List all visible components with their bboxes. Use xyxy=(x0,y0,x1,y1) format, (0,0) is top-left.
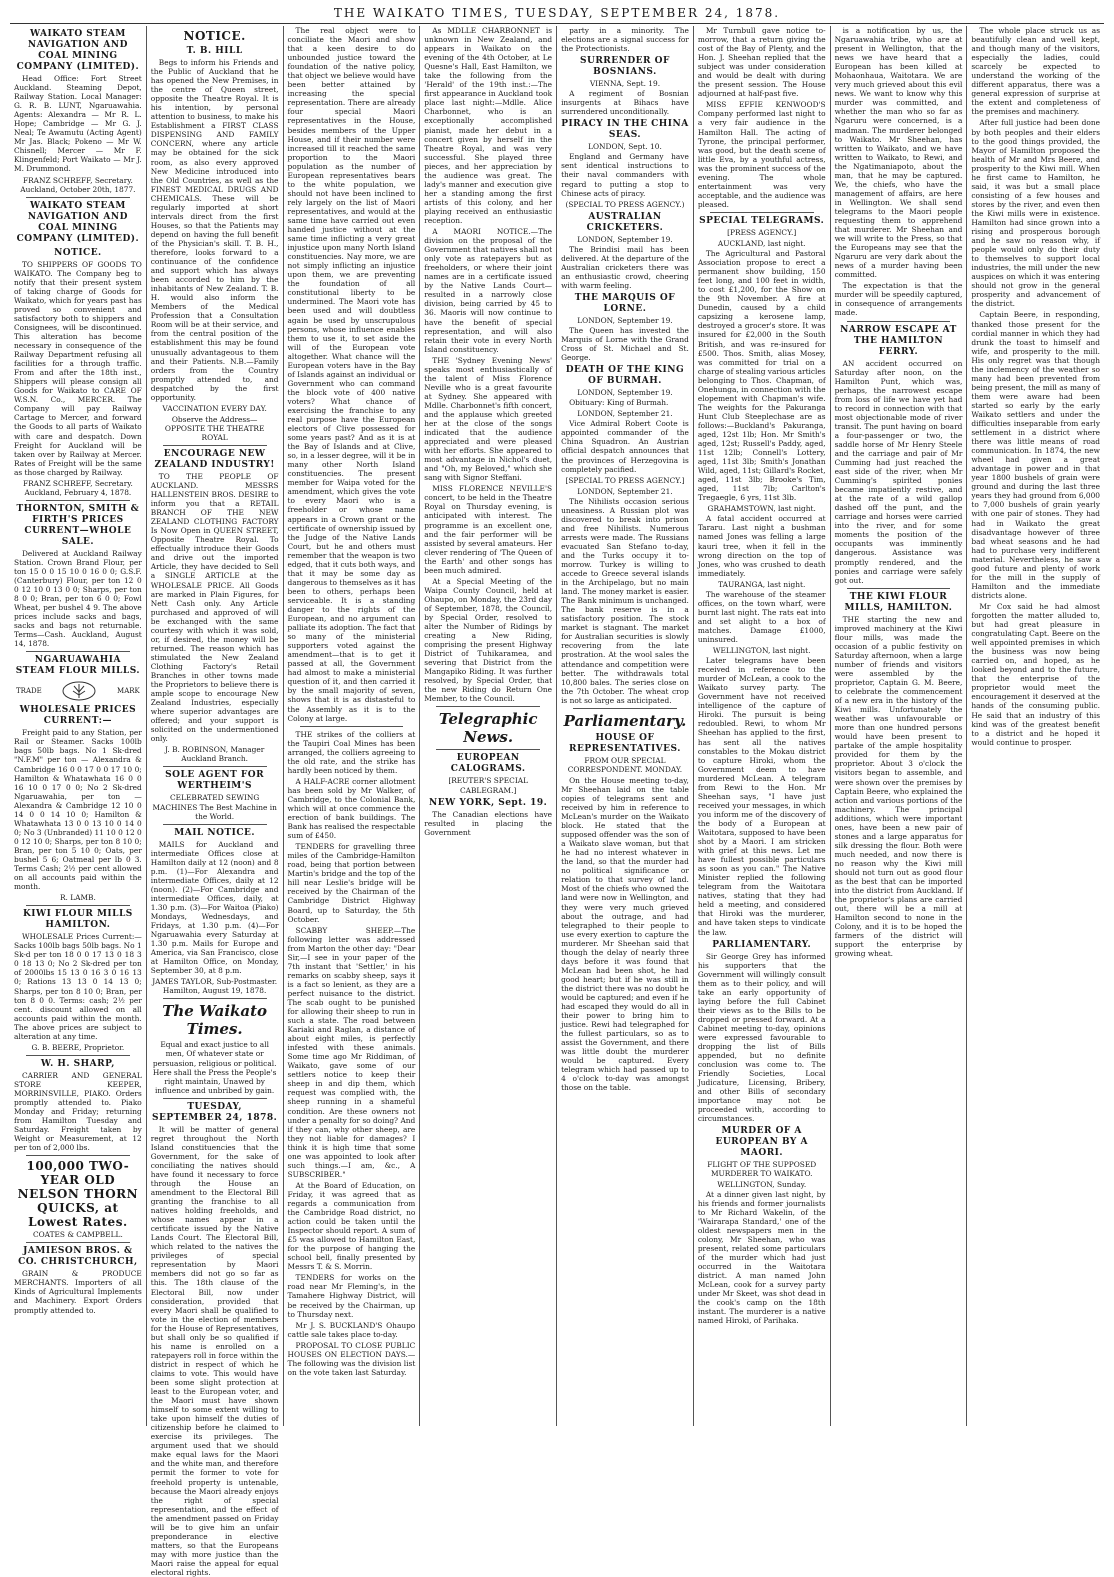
news-item: SCABBY SHEEP.—The following letter was addressed from Marton the other day: "Dear Sir,—I see in your paper of the 7th instant that 'Settler,' in his remarks on scabby sheep, says it is a fact so lenient, as they are a perfect nuisance to the district. The scab ought to be punished for allowing their sheep to run in such a state. The road between Kariaki and Raglan, a distance of about eight miles, is perfectly infested with these animals. Some time ago Mr Riddiman, of Waikato, gave some of our settlers notice to keep their sheep in and dip them, which request was complied with, the sheep running in a shameful condition. Are these owners not under a penalty for so doing? And if they can, why other sheep, are they not liable for damages? I think it is high time that some one was appointed to look after such things.—I am, &c., A SUBSCRIBER." xyxy=(287,925,416,1179)
news-item: A MAORI NOTICE.—The division on the proposal of the Government that natives shall not only vote as ratepayers but as freeholders, or where their joint names are in a certificate issued by the Native Lands Court—resulted in a narrowly close division, being carried by 45 to 36. Maoris will now continue to have the benefit of special representation, and will also retain their vote in every North Island constituency. xyxy=(424,227,553,354)
ad-heading: JAMIESON BROS. & CO. CHRISTCHURCH, xyxy=(18,1246,138,1268)
news-heading: THE KIWI FLOUR MILLS, HAMILTON. xyxy=(844,591,953,613)
agency-note: (SPECIAL TO PRESS AGENCY.) xyxy=(565,199,685,209)
news-item: The Queen has invested the Marquis of Lorne with the Grand Cross of St. Michael and St. George. xyxy=(561,325,689,363)
news-item: The Brindisi mail has been delivered. At the departure of the Australian cricketers there was an enthusiastic crowd, cheering with warm feeling. xyxy=(561,244,689,290)
dateline: AUCKLAND, last night. xyxy=(717,238,806,248)
dateline: LONDON, September 19. xyxy=(577,234,673,244)
ad-heading: WAIKATO STEAM NAVIGATION AND COAL MINING COMPANY (LIMITED). xyxy=(16,200,140,244)
ad-text: Delivered at Auckland Railway Station. Crown Brand Flour, per ton 15 0 0 15 10 0 16 0 0; G.S.F. (Canterbury) Flour, per ton 12 0 0 12 10 0 13 0 0; Sharps, per ton 8 0 0; Bran, per ton 6 0 0; Fowl Wheat, per bushel 4 9. The above prices include sacks and bags, sacks and bags not returnable. Terms—Cash. Auckland, August 14, 1878. xyxy=(14,548,142,649)
news-item: THE starting the new and improved machinery at the Kiwi flour mills, was made the occasion of a public festivity on Saturday afternoon, when a large number of friends and visitors were assembled by the proprietor, Captain G. M. Beere, to celebrate the commencement of a new era in the history of the Kiwi mills. Unfortunately the weather was unfavourable or more than one hundred persons would have been present to partake of the ample hospitality provided for them by the proprietor. About 3 o'clock the visitors began to assemble, and were shown over the premises by Captain Beere, who explained the action and various portions of the machinery. The principal additions, which were important ones, have been a new pair of stones and a large apparatus for silk dressing the flour. Both were much needed, and now there is no reason why the Kiwi mill should not turn out as good flour as the best that can be imported into the district from Auckland. If the proprietor's plans are carried out, there will be a mill at Hamilton second to none in the Colony, and it is to be hoped the farmers of the district will support the enterprise by growing wheat. xyxy=(834,614,963,959)
news-item: TENDERS for gravelling three miles of the Cambridge-Hamilton road, being that portion between Martin's bridge and the top of the hill near Leslie's bridge will be received by the Chairman of the Cambridge District Highway Board, up to Saturday, the 5th October. xyxy=(287,842,416,924)
news-subheading: FLIGHT OF THE SUPPOSED MURDERER TO WAIKATO. xyxy=(707,1160,817,1179)
news-heading: DEATH OF THE KING OF BURMAH. xyxy=(565,365,685,387)
news-item: At a dinner given last night, by his friends and former journalists to Mr Richard Wakelin, of the 'Wairarapa Standard,' one of the oldest newspapers men in the colony, Mr Sheehan, who was present, related some particulars of the murder which had just occurred in the Waitotara district. A man named John McLean, cook for a survey party under Mr Skeet, was shot dead in the cook's camp on the 18th instant. The murderer is a native named Hiroki, of Parihaka. xyxy=(697,1189,826,1326)
agency-note: [SPECIAL TO PRESS AGENCY.] xyxy=(565,475,685,485)
ad-text: Observe the Address— OPPOSITE THE THEATRE ROYAL xyxy=(164,414,265,442)
ad-signature: JAMES TAYLOR, Sub-Postmaster. Hamilton, August 19, 1878. xyxy=(152,977,278,996)
news-item: After full justice had been done by both peoples and their elders to the good things provided, the Mayor of Hamilton proposed the health of Mr and Mrs Beere, and prosperity to the Kiwi mill. When he first came to Hamilton, he said, it was but a small place consisting of a few houses and stores by the river, and even then the Kiwi mills were in existence. Hamilton had since grown into a rising and prosperous borough and he saw no reason why, if people would only do their duty to themselves to support local industries, the mill under the new auspices on which it was entering should not grow in the general prosperity and advancement of the district. xyxy=(971,118,1100,309)
ad-heading: W. H. SHARP, xyxy=(40,1058,115,1069)
ad-text: CARRIER AND GENERAL STORE KEEPER, MORRINSVILLE, PIAKO. Orders promptly attended to. Piako Monday and Friday; returning from Hamilton Tuesday and Saturday. Freight taken by Weight or Measurement, at 12 per ton of 2,000 lbs. xyxy=(14,1070,142,1153)
correspondent-note: FROM OUR SPECIAL CORRESPONDENT. MONDAY. xyxy=(567,755,683,774)
news-item: party in a minority. The elections are a signal success for the Protectionists. xyxy=(561,26,689,54)
ad-heading: WAIKATO STEAM NAVIGATION AND COAL MINING COMPANY (LIMITED). xyxy=(16,29,140,72)
divider xyxy=(436,706,540,707)
news-item: AN accident occurred on Saturday after noon, on the Hamilton Punt, which was, perhaps, the narrowest escape from loss of life we have yet had to record in connection with that most objectionable mode of river transit. The punt having on board a four-passenger or two, the saddle horse of Mr Henry Steele and the carriage and pair of Mr Cumming had just reached the east side of the river, when Mr Cumming's spirited ponies became impatiently restive, and at the rate of a wild gallop dashed off the punt, and the carriage and horses were carried into the river, and for some moments the position of the occupants was imminently dangerous. Assistance was promptly rendered, and the ponies and carriage were safely got out. xyxy=(834,358,963,585)
dateline: LONDON, September 21. xyxy=(577,409,673,419)
ad-text: Begs to inform his Friends and the Public of Auckland that he has opened the New Premises, in the centre of Queen street, opposite the Theatre Royal. It is his intention, by personal attention to business, to make his Establishment a FIRST CLASS DISPENSING AND FAMILY CONCERN, where any article may be obtained for the sick room, as also every approved New Medicine introduced into the Old Countries, as well as the FINEST MEDICAL DRUGS AND CHEMICALS. These will be regularly imported at short intervals direct from the first Houses, so that the Patients may depend on having the full benefit of the Physician's skill. T. B. H., therefore, looks forward to a continuance of the confidence and support which has always been accorded to him by the inhabitants of New Zealand. T. B. H. would also inform the Members of the Medical Profession that a Consultation Room will be at their service, and from the central position of the establishment this may be found unusually advantageous to them and their Patients. N.B.—Family orders from the Country promptly attended to, and despatched by the first opportunity. xyxy=(150,58,279,402)
news-item: Sir George Grey has informed his supporters that the Government will willingly consult them as to their policy, and will take an early opportunity of laying before the full Cabinet their views as to the Bills to be dropped or pressed forward. At a Cabinet meeting to-day, opinions were expressed favourable to dropping the list of Bills appended, but no definite conclusion was come to. The Friendly Societies, Local Judicature, Licensing, Bribery, and other Bills of secondary importance may not be proceeded with, according to circumstances. xyxy=(697,951,826,1124)
news-heading: NARROW ESCAPE AT THE HAMILTON FERRY. xyxy=(840,324,957,357)
trade-label: TRADE xyxy=(16,686,42,695)
news-item: England and Germany have sent identical instructions to their naval commanders with regard to putting a stop to Chinese acts of piracy. xyxy=(561,152,689,198)
column-2 xyxy=(147,26,284,1577)
divider xyxy=(847,321,951,322)
ad-heading: 100,000 TWO-YEAR OLD NELSON THORN QUICKS, at Lowest Rates. xyxy=(17,1159,139,1230)
divider xyxy=(26,1242,130,1243)
news-item: TENDERS for works on the road near Mr Fleming's, in the Tamahere Highway District, will be received by the Chairman, up to Thursday next. xyxy=(287,1273,416,1319)
agency-note: [PRESS AGENCY.] xyxy=(727,227,797,237)
mark-label: MARK xyxy=(117,686,140,695)
news-item: At the Board of Education, on Friday, it was agreed that as regards a communication from the Cambridge Road district, no action could be taken until the Inspector should report. A sum of £5 was allowed to Hamilton East, for the purpose of hanging the school bell, finally presented by Messrs T. & S. Morrin. xyxy=(287,1180,416,1272)
trade-mark-logo xyxy=(16,680,140,702)
divider xyxy=(26,651,130,652)
ad-text: TO THE PEOPLE OF AUCKLAND. MESSRS HALLENSTEIN BROS. DESIRE to inform you that a RETAIL BRANCH OF THE NEW ZEALAND CLOTHING FACTORY Is Now Open in QUEEN STREET, Opposite Theatre Royal. To effectually introduce their Goods and drive out the imported Article, they have decided to Sell a SINGLE ARTICLE at the WHOLESALE PRICE. All Goods are marked in Plain Figures, for Nett Cash only. Any Article purchased and approved of will be exchanged with the same courtesy with which it was sold, or, if desired, the money will be returned. The reason which has stimulated the New Zealand Clothing Factory's Retail Branches in other towns made the Proprietors to believe there is ample scope to encourage New Zealand Industries, especially where superior advantages are offered; and your support is solicited on the undermentioned only. xyxy=(150,471,279,744)
divider xyxy=(163,445,267,446)
masthead-rule xyxy=(10,23,1104,24)
news-heading: AUSTRALIAN CRICKETERS. xyxy=(586,211,664,233)
news-item: On the House meeting to-day, Mr Sheehan laid on the table copies of telegrams sent and received by him in reference to McLean's murder on the Waikato block. He stated that the supposed offender was the son of a Waikato slave woman, but that he had no interest whatever in the land, so that the murder had no political significance or relation to that survey of land. Most of the chiefs who owned the land were now in Wellington, and they were very much grieved about the outrage, and had telegraphed to their people to use every exertion to capture the murderer. Mr Sheehan said that though the delay of nearly three days before it was found that McLean had been shot, he had good heart; but if he was still in the district there was no doubt he would be captured; and even if he had escaped they would do all in their power to bring him to justice. Rewi had telegraphed for the fullest particulars, so as to assist the Government, and there was little doubt the murderer would be captured. Every telegram which had passed up to 4 o'clock to-day was amongst those on the table. xyxy=(561,775,689,1093)
news-item: THE strikes of the colliers at the Taupiri Coal Mines has been arranged, the colliers agreeing to the old rate, and the strike has hardly been noticed by them. xyxy=(287,729,416,775)
dateline: LONDON, September 19. xyxy=(577,315,673,325)
column-5 xyxy=(557,26,694,1426)
news-heading: THE MARQUIS OF LORNE. xyxy=(574,292,676,314)
ad-heading: ENCOURAGE NEW ZEALAND INDUSTRY! xyxy=(154,448,275,470)
divider xyxy=(847,588,951,589)
news-heading: PARLIAMENTARY. xyxy=(712,939,812,950)
masthead: THE WAIKATO TIMES, TUESDAY, SEPTEMBER 24, 1878. xyxy=(333,6,781,20)
divider xyxy=(26,500,130,501)
news-item: As MDLLE CHARBONNET is unknown in New Zealand, and appears in Waikato on the evening of the 4th October, at Le Quesne's Hall, East Hamilton, we take the following from the 'Herald' of the 19th inst.:—The first appearance in Auckland took place last night:—Mdlle. Alice Charbonnet, who is an exceptionally accomplished pianist, made her debut in a concert given by herself in the Theatre Royal, and was very successful. She played three pieces, and her appreciation by the audience was great. The lady's manner and execution give her a standing among the first artists of this colony, and her playing received an enthusiastic reception. xyxy=(424,26,553,225)
news-item: A fatal accident occurred at Tararu. Last night a bushman named Jones was felling a large kauri tree, when it fell in the wrong direction on the top of Jones, who was crushed to death immediately. xyxy=(697,514,826,578)
ad-text: WHOLESALE Prices Current:— Sacks 100lb bags 50lb bags. No 1 Sk-d per ton 18 0 0 17 13 0 18 3 0 18 13 0; No 2 Sk-dred per ton of 2000lbs 15 13 0 16 3 0 16 13 0; Rations 13 13 0 14 13 0; Sharps, per ton 8 10 0; Bran, per ton 8 0 0. Terms: cash; 2½ per cent. discount allowed on all accounts paid within the month. The above prices are subject to alteration at any time. xyxy=(14,932,142,1041)
divider xyxy=(26,1155,130,1156)
ad-heading: THORNTON, SMITH & FIRTH'S PRICES CURRENT—WHOLE SALE. xyxy=(16,503,140,547)
divider xyxy=(163,998,267,999)
news-item: MISS FLORENCE NEVILLE'S concert, to be held in the Theatre Royal on Thursday evening, is anticipated with interest. The programme is an excellent one, and the fair performer will be assisted by several amateurs. Her clever rendering of 'The Queen of the Earth' and other songs has been much admired. xyxy=(424,484,553,575)
dateline: WELLINGTON, last night. xyxy=(712,646,811,656)
editorial-date: TUESDAY, SEPTEMBER 24, 1878. xyxy=(152,1101,278,1123)
ad-text: Freight paid to any Station, per Rail or Steamer. Sacks 100lb bags 50lb bags. No 1 Sk-dred "N.F.M" per ton — Alexandra & Cambridge 16 0 0 17 0 0 17 10 0; Hamilton & Whatawhata 16 0 0 16 10 0 17 0 0; No 2 Sk-dred Ngaruawahia, per ton — Alexandra & Cambridge 12 10 0 14 0 0 14 10 0; Hamilton & Whatawhata 13 0 0 13 10 0 14 0 0; No 3 (Unbranded) 11 10 0 12 0 0 12 10 0; Sharps, per ton 8 10 0; Bran, per ton 5 10 0; Oats, per bushel 5 6; Oatmeal per lb 0 3. Terms Cash; 2½ per cent allowed on all accounts paid within the month. xyxy=(14,728,142,892)
section-title: Telegraphic News. xyxy=(438,710,538,747)
dateline: LONDON, September 21. xyxy=(577,486,673,496)
ad-text: VACCINATION EVERY DAY. xyxy=(162,403,267,413)
column-4 xyxy=(420,26,557,1426)
divider xyxy=(710,212,814,213)
news-item: Vice Admiral Robert Coote is appointed commander of the China Squadron. An Austrian official despatch announces that the provinces of Herzegovina is completely pacified. xyxy=(561,419,689,474)
ad-signature: FRANZ SCHREFF, Secretary. Auckland, February 4, 1878. xyxy=(22,478,133,497)
news-item: At a Special Meeting of the Waipa County Council, held at Ohaupo, on Monday, the 23rd day of September, 1878, the Council, by Special Order, resolved to alter the Number of Ridings by creating a New Riding, comprising the present Highway District of Tuhikaramea, and severing that District from the Mangapiko Riding. It was further resolved, by Special Order, that the new Riding do Return One Member, to the Council. xyxy=(424,576,553,704)
columns xyxy=(10,26,1104,1577)
divider xyxy=(163,1098,267,1099)
dateline: TAURANGA, last night. xyxy=(718,579,806,589)
news-item: Mr Turnbull gave notice to-morrow, that a return giving the cost of the Bay of Plenty, and the Hon. J. Sheehan replied that the subject was under consideration and would be dealt with during the present session. The House adjourned at half-past five. xyxy=(697,26,826,99)
column-7 xyxy=(831,26,968,1426)
ad-subheading: T. B. HILL xyxy=(186,46,243,56)
section-subtitle: EUROPEAN CALOGRAMS. xyxy=(450,753,526,775)
news-item: A HALF-ACRE corner allotment has been sold by Mr Walker, of Cambridge, to the Colonial Bank, which will at once commence the erection of bank buildings. The Bank has realised the respectable sum of £450. xyxy=(287,776,416,841)
editorial-text: The real object were to conciliate the Maori and show that a keen desire to do unbounded justice toward the foundation of the native policy, that object we believe would have been better attained by increasing the special representation. There are already four special Maori representatives in the House, besides members of the Upper House, and if their number were increased till it reached the same proportion to the Maori population as the number of European representatives bears to the white population, we should not have been inclined to rely largely on the list of Maori representatives, and would at the same time have carried out even handed justice without at the same time inflicting a very great injustice upon many North Island constituencies. Nay more, we are not simply inflicting an injustice upon them, we are preventing the foundation of all constitutional liberty to be undermined. The Maori vote has been used and will doubtless again be used by unscrupulous persons, whose influence enables them to use it, to set aside the will of the European vote altogether. What chance will the European voters have in the Bay of Islands against an individual or Government who can command the block vote of 400 native voters? What chance of exercising the franchise to any real purpose have the European electors of Clive possessed for some years past? And as it is at the Bay of Islands and at Clive, so, in a lesser degree, will it be in many other North Island constituencies. The present member for Waipa voted for the amendment, which gives the vote to every Maori who is a freeholder or whose name appears in a Crown grant or the certificate of ownership issued by the Judge of the Native Lands Court, but he and others must remember that the weapon is two edged, that it cuts both ways, and that it may be some day as dangerous to themselves as it has been to others, perhaps been serviceable. It is a standing danger to the rights of the European, and no argument can palliate its adoption. The fact that so many of the ministerial supporters voted against the amendment—that is to get it passed at all, the Government had almost to make a ministerial question of it, and then carried it by the small majority of seven, shows that it is as distasteful to the Assembly as it is to the Colony at large. xyxy=(287,26,416,723)
ad-signature: R. LAMB. xyxy=(59,893,96,903)
news-item: The Nihilists occasion serious uneasiness. A Russian plot was discovered to break into prison and free Nihilists. Numerous arrests were made. The Russians evacuated San Stefano to-day, and the Turks occupy it to-morrow. Turkey is willing to accede to Greece several islands in the Archipelago, but no main land. The money market is easier. The Bank minimum is unchanged. The bank reserve is in a satisfactory position. The stock market is stagnant. The market for Australian securities is slowly recovering from the late prostration. At the wool sales the attendance and competition were better. The withdrawals total 10,800 bales. The series close on the 7th October. The wheat crop is not so large as anticipated. xyxy=(561,496,689,705)
ad-subheading: WHOLESALE PRICES CURRENT:— xyxy=(19,705,137,727)
divider xyxy=(163,766,267,767)
news-item: is a notification by us, the Ngaruawahia tribe, who are at present in Wellington, that the news we have heard that a European has been killed at Mohaonhaua, Waitotara. We are very much grieved about this evil news. We want to know why this murder was committed, and whether the man who so far as Ngaruru were concerned, is a madman. The murderer belonged to Waikato. Mr Sheehan, has written to Waikato, and we have written to Waikato, to Rewi, and the Ngatimaniapoto, about the man, that he may be captured. We, the chiefs, who have the management of affairs, are here in Wellington. We shall send telegrams to the Maori people requesting them to apprehend that murderer. Mr Sheehan and we will write to the Press, so that the Europeans may see that the Ngaruru are very dark about the news of a murder having been committed. xyxy=(834,26,963,280)
wheat-sheaf-icon xyxy=(61,680,97,702)
agency-note: [REUTER'S SPECIAL CABLEGRAM.] xyxy=(448,776,528,795)
divider xyxy=(163,824,267,825)
section-subtitle: SPECIAL TELEGRAMS. xyxy=(699,215,825,226)
news-item: PROPOSAL TO CLOSE PUBLIC HOUSES ON ELECTION DAYS.—The following was the division list on the vote taken last Saturday. xyxy=(287,1340,416,1377)
ad-signature: J. B. ROBINSON, Manager Auckland Branch. xyxy=(165,745,265,764)
news-item: Obituary: King of Burmah. xyxy=(569,398,669,408)
ad-text: CELEBRATED SEWING MACHINES The Best Machine in the World. xyxy=(152,793,277,821)
ad-text: Head Office: Fort Street Auckland. Steaming Depot, Railway Station. Local Manager: G. R. B. LUNT, Ngaruawahia. Agents: Alexandra — Mr R. L. Hope; Cambridge — Mr G. J. Neal; Te Awamutu (Acting Agent) Mr Jas. Black; Pokeno — Mr W. Chisnell; Mercer — Mr F. Klingenfeld; Port Waikato — Mr J. M. Drummond. xyxy=(14,74,142,174)
ad-subheading: NOTICE. xyxy=(54,247,102,258)
dateline: NEW YORK, Sept. 19. xyxy=(429,797,548,808)
news-item: Later telegrams have been received in reference to the murder of McLean, a cook to the Waikato survey party. The Government have not received intelligence of the capture of Hiroki. The pursuit is being redoubled. Rewi, to whom Mr Sheehan has applied to the first, has sent all the natives constables to the Mokau district to capture Hiroki, whom the Government deem to have murdered McLean. A telegram from Rewi to the Hon. Mr Sheehan says, "I have just received your messages, in which you inform me of the discovery of the body of a European at Waitotara, supposed to have been shot by a Maori. I am stricken with grief at this news. Let me have fullest possible particulars as soon as you can." The Native Minister replied the following telegram from the Waitotara natives, stating that they had held a meeting, and considered that Hiroki was the murderer, and have taken steps to vindicate the law. xyxy=(697,656,826,937)
ad-heading: KIWI FLOUR MILLS HAMILTON. xyxy=(22,909,133,931)
motto: Equal and exact justice to all men, Of whatever state or persuasion, religious or political. Here shall the Press the People's right maintain, Unawed by influence and unbribed by gain. xyxy=(152,1040,277,1095)
news-item: The expectation is that the murder will be speedily captured, in consequence of arrangements made. xyxy=(834,281,963,318)
ad-text: TO SHIPPERS OF GOODS TO WAIKATO. The Company beg to notify that their present system of taking charge of Goods for Waikato, which for years past has proved so convenient and satisfactory both to shippers and Consignees, will be discontinued. This alteration has become necessary in consequence of the Railway Department refusing all facilities for a through traffic. From and after the 18th inst., Shippers will please consign all Goods for Waikato to CARE OF W.S.N. Co., MERCER. The Company will pay Railway Cartage to Mercer, and forward the Goods to all parts of Waikato with care and despatch. Down Freight for Auckland will be taken over by Railway at Mercer. Rates of Freight will be the same as those charged by Railway. xyxy=(14,259,142,477)
column-8 xyxy=(967,26,1104,1426)
divider xyxy=(436,749,540,750)
news-heading: MURDER OF A EUROPEAN BY A MAORI. xyxy=(715,1126,808,1159)
ad-signature: COATES & CAMPBELL. xyxy=(32,1230,123,1240)
divider xyxy=(300,726,404,727)
column-1 xyxy=(10,26,147,1426)
dateline: GRAHAMSTOWN, last night. xyxy=(707,504,816,514)
ad-text: MAILS for Auckland and intermediate Offices close at Hamilton daily at 12 (noon) and 8 p.m. (1)—For Alexandra and intermediate Offices, daily at 12 (noon). (2)—For Cambridge and intermediate Offices, daily, at 1.30 p.m. (3)—For Waitoa (Piako) Mondays, Wednesdays, and Fridays, at 1.30 p.m. (4)—For Ngaruawahia every Saturday at 1.30 p.m. Mails for Europe and America, via San Francisco, close at Hamilton Office, on Monday, September 30, at 8 p.m. xyxy=(150,839,279,976)
ad-heading: NOTICE. xyxy=(183,29,246,43)
newspaper-title: The Waikato Times. xyxy=(162,1002,268,1039)
news-item: The whole place struck us as beautifully clean and well kept, and though many of the visitors, especially the ladies, could scarcely be expected to understand the working of the different apparatus, there was a general expression of surprise at the extent and completeness of the premises and machinery. xyxy=(971,26,1100,117)
section-subtitle: HOUSE OF REPRESENTATIVES. xyxy=(569,732,681,754)
column-3 xyxy=(284,26,421,1426)
news-item: Mr Cox said he had almost forgotten the matter alluded to, but had great pleasure in congratulating Capt. Beere on the well appointed premises in which the business was now being carried on, and hoped, as he looked beyond and to the future, that the enterprise of the proprietor would meet the encouragement it deserved at the hands of the consuming public. He said that an industry of this kind was of the greatest benefit to a district and he hoped it would continue to prosper. xyxy=(971,601,1100,747)
news-item: Captain Beere, in responding, thanked those present for the cordial manner in which they had drunk the toast to himself and wife, and prosperity to the mill. His only regret was that though the inclemency of the weather so many had been prevented from being present, the mill as many of them were aware had been started so early by the early Waikato settlers and under the difficulties inseparable from early settlement in a district where there was little means of road communication. In 1874, the new wheel had given a great advantage in power and in that year 1800 bushels of grain were ground and during the last three years they had ground from 6,000 to 7,000 bushels of grain yearly with one pair of stones. They had had in Waikato the great disadvantage however of three bad wheat seasons and he had had to purchase very indifferent material. Nevertheless, he saw a good future and plenty of work for the mill in the supply of Hamilton and the immediate districts alone. xyxy=(971,310,1100,600)
dateline: WELLINGTON, Sunday. xyxy=(717,1179,807,1189)
column-6 xyxy=(694,26,831,1426)
news-item: A regiment of Bosnian insurgents at Bihacs have surrendered unconditionally. xyxy=(561,89,689,117)
ad-signature: FRANZ SCHREFF, Secretary. Auckland, October 20th, 1877. xyxy=(20,175,136,194)
news-item: THE 'Sydney Evening News' speaks most enthusiastically of the talent of Miss Florence Neville who is a great favourite at Sydney. She appeared with Mdlle. Charbonnet's fifth concert, and the applause which greeted her at the close of the songs indicated that the audience appreciated and were pleased with her efforts. She appeared to most advantage in Nichol's duet, and "Oh, my Beloved," which she sang with Signor Steffani. xyxy=(424,355,553,483)
dateline: LONDON, September 19. xyxy=(577,388,673,398)
ad-heading: NGARUAWAHIA STEAM FLOUR MILLS. xyxy=(15,655,141,677)
ad-heading: SOLE AGENT FOR WERTHEIM'S xyxy=(165,770,265,792)
dateline: VIENNA, Sept. 19. xyxy=(589,79,661,89)
divider xyxy=(573,708,677,709)
news-item: The Agricultural and Pastoral Association propose to erect a permanent show building, 150 feet long, and 100 feet in width, to cost £1,200, for the Show on the 9th November. A fire at Dunedin, caused by a child capsizing a kerosene lamp, destroyed a grocer's store. It was insured for £2,000 in the South British, and was re-insured for £500. Thos. Smith, alias Mosey, was committed for trial on a charge of stealing various articles belonging to Thos. Chapman, of Onehunga, in connection with the elopement with Chapman's wife. The weights for the Pakuranga Hunt Club Steeplechase are as follows:—Buckland's Pakuranga, aged, 12st 1lb; Hon. Mr Smith's aged, 12st; Russell's Paddy, aged, 11st 12lb; Connell's Lottery, aged, 11st 3lb; Smith's Jonathan Wild, aged, 11st; Gillard's Rocket, aged, 11st 3lb; Brooke's Tim, aged, 11st 7lb; Carlton's Tregaegle, 6 yrs, 11st 3lb. xyxy=(697,249,826,503)
news-heading: PIRACY IN THE CHINA SEAS. xyxy=(561,119,689,141)
news-item: The warehouse of the steamer offices, on the town wharf, were burnt last night. The rats eat into and set alight to a box of matches. Damage £1000, uninsured. xyxy=(697,589,826,644)
editorial-text: It will be matter of general regret throughout the North Island constituencies that the Government, for the sake of conciliating the natives should have found it necessary to force through the House an amendment to the Electoral Bill granting the franchise to all natives holding freeholds, and whose names appear in a certificate issued by the Native Lands Court. The Electoral Bill, which related to the natives the privileges of special representation by Maori members did not go so far as this. The 18th clause of the Electoral Bill, now under consideration, provided that every Maori shall be qualified to vote in the election of members for the House of Representatives, but shall only be so qualified if his name is enrolled on a ratepayers roll in force within the district in respect of which he claims to vote. This would have been some slight protection at least to the European voter, and the Maori must have shown himself to some extent willing to take upon himself the duties of citizenship before he claimed to exercise its privileges. The argument used that we should make equal laws for the Maori and the white man, and therefore permit the former to vote for freehold property is untenable, because the Maori already enjoys the right of special representation, and the effect of the amendment passed on Friday will be to give him an unfair preponderance in elective matters, so that the Europeans may with more justice than the Maori raise the appeal for equal electoral rights. xyxy=(150,1124,279,1577)
ad-text: GRAIN & PRODUCE MERCHANTS. Importers of all Kinds of Agricultural Implements and Machinery. Export Orders promptly attended to. xyxy=(14,1269,142,1315)
ad-heading: MAIL NOTICE. xyxy=(174,827,256,838)
divider xyxy=(26,905,130,906)
divider xyxy=(26,197,130,198)
section-title: Parliamentary. xyxy=(563,711,687,730)
ad-signature: G. B. BEERE, Proprietor. xyxy=(31,1042,125,1052)
dateline: LONDON, Sept. 10. xyxy=(588,142,662,152)
news-heading: SURRENDER OF BOSNIANS. xyxy=(579,56,670,78)
news-item: The Canadian elections have resulted in placing the Government xyxy=(424,809,553,837)
divider xyxy=(26,1055,130,1056)
news-item: MISS EFFIE KENWOOD'S Company performed last night to a very fair audience in the Hamilton Hall. The acting of Tyrone, the principal performer, was good, but the death scene of little Eva, by a youthful actress, was the prominent success of the evening. The whole entertainment was very acceptable, and the audience was pleased. xyxy=(697,100,826,209)
news-item: Mr J. S. BUCKLAND'S Ohaupo cattle sale takes place to-day. xyxy=(287,1320,416,1339)
